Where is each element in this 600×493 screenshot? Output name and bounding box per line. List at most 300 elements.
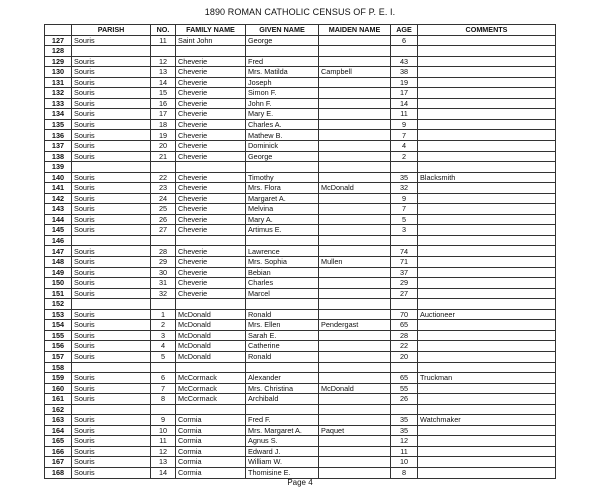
- comments-cell: [418, 35, 556, 46]
- no-cell: 10: [151, 425, 176, 436]
- no-cell: 22: [151, 172, 176, 183]
- family-name-cell: Cheverie: [176, 204, 246, 215]
- maiden-name-cell: [319, 162, 391, 173]
- parish-cell: Souris: [72, 330, 151, 341]
- table-row: [45, 341, 556, 352]
- table-row: [45, 162, 556, 173]
- parish-cell: Souris: [72, 56, 151, 67]
- family-name-cell: Cheverie: [176, 193, 246, 204]
- family-name-cell: Cheverie: [176, 67, 246, 78]
- parish-cell: Souris: [72, 119, 151, 130]
- maiden-name-cell: [319, 404, 391, 415]
- age-cell: 9: [391, 119, 418, 130]
- parish-cell: Souris: [72, 457, 151, 468]
- age-cell: 6: [391, 35, 418, 46]
- table-row: [45, 309, 556, 320]
- maiden-name-cell: Mullen: [319, 257, 391, 268]
- given-name-cell: [246, 362, 319, 373]
- no-cell: 12: [151, 446, 176, 457]
- family-name-cell: Cheverie: [176, 141, 246, 152]
- table-row: [45, 88, 556, 99]
- no-cell: 1: [151, 309, 176, 320]
- maiden-name-cell: [319, 278, 391, 289]
- table-row: [45, 446, 556, 457]
- maiden-name-cell: [319, 204, 391, 215]
- given-name-cell: Edward J.: [246, 446, 319, 457]
- column-header-comments: COMMENTS: [418, 25, 556, 36]
- comments-cell: [418, 351, 556, 362]
- age-cell: 37: [391, 267, 418, 278]
- parish-cell: Souris: [72, 341, 151, 352]
- given-name-cell: Mrs. Flora: [246, 183, 319, 194]
- no-cell: [151, 362, 176, 373]
- given-name-cell: Bebian: [246, 267, 319, 278]
- parish-cell: [72, 162, 151, 173]
- maiden-name-cell: [319, 235, 391, 246]
- row-number-cell: 153: [45, 309, 72, 320]
- given-name-cell: Archibald: [246, 394, 319, 405]
- parish-cell: Souris: [72, 467, 151, 478]
- age-cell: [391, 46, 418, 57]
- row-number-cell: 130: [45, 67, 72, 78]
- table-row: [45, 320, 556, 331]
- no-cell: 13: [151, 67, 176, 78]
- row-number-cell: 161: [45, 394, 72, 405]
- family-name-cell: Cheverie: [176, 151, 246, 162]
- given-name-cell: Melvina: [246, 204, 319, 215]
- column-header-no: NO.: [151, 25, 176, 36]
- age-cell: [391, 235, 418, 246]
- no-cell: [151, 235, 176, 246]
- age-cell: 10: [391, 457, 418, 468]
- row-number-cell: 162: [45, 404, 72, 415]
- maiden-name-cell: [319, 246, 391, 257]
- age-cell: 20: [391, 351, 418, 362]
- given-name-cell: Mary E.: [246, 109, 319, 120]
- comments-cell: Auctioneer: [418, 309, 556, 320]
- row-number-cell: 167: [45, 457, 72, 468]
- comments-cell: [418, 330, 556, 341]
- table-row: [45, 98, 556, 109]
- census-table: [44, 24, 556, 479]
- parish-cell: Souris: [72, 183, 151, 194]
- maiden-name-cell: [319, 457, 391, 468]
- table-row: [45, 183, 556, 194]
- table-row: [45, 425, 556, 436]
- family-name-cell: McDonald: [176, 320, 246, 331]
- comments-cell: [418, 394, 556, 405]
- row-number-cell: 133: [45, 98, 72, 109]
- maiden-name-cell: [319, 341, 391, 352]
- given-name-cell: Simon F.: [246, 88, 319, 99]
- family-name-cell: Cheverie: [176, 225, 246, 236]
- row-number-cell: 146: [45, 235, 72, 246]
- maiden-name-cell: [319, 46, 391, 57]
- given-name-cell: Margaret A.: [246, 193, 319, 204]
- age-cell: 29: [391, 278, 418, 289]
- given-name-cell: Joseph: [246, 77, 319, 88]
- age-cell: [391, 362, 418, 373]
- family-name-cell: [176, 404, 246, 415]
- parish-cell: [72, 46, 151, 57]
- no-cell: 12: [151, 56, 176, 67]
- no-cell: 7: [151, 383, 176, 394]
- row-number-cell: 128: [45, 46, 72, 57]
- row-number-cell: 165: [45, 436, 72, 447]
- row-number-cell: 132: [45, 88, 72, 99]
- table-row: [45, 130, 556, 141]
- maiden-name-cell: McDonald: [319, 183, 391, 194]
- given-name-cell: Fred F.: [246, 415, 319, 426]
- family-name-cell: McDonald: [176, 341, 246, 352]
- no-cell: 24: [151, 193, 176, 204]
- maiden-name-cell: [319, 394, 391, 405]
- parish-cell: Souris: [72, 246, 151, 257]
- comments-cell: [418, 109, 556, 120]
- row-number-cell: 136: [45, 130, 72, 141]
- row-number-cell: 158: [45, 362, 72, 373]
- comments-cell: [418, 162, 556, 173]
- row-number-cell: 138: [45, 151, 72, 162]
- row-number-cell: 152: [45, 299, 72, 310]
- family-name-cell: Cheverie: [176, 172, 246, 183]
- age-cell: 71: [391, 257, 418, 268]
- row-number-cell: 140: [45, 172, 72, 183]
- row-number-cell: 159: [45, 373, 72, 384]
- comments-cell: [418, 362, 556, 373]
- table-row: [45, 330, 556, 341]
- table-row: [45, 404, 556, 415]
- age-cell: 3: [391, 225, 418, 236]
- age-cell: 35: [391, 415, 418, 426]
- given-name-cell: Timothy: [246, 172, 319, 183]
- comments-cell: [418, 214, 556, 225]
- no-cell: 6: [151, 373, 176, 384]
- given-name-cell: Dominick: [246, 141, 319, 152]
- given-name-cell: [246, 235, 319, 246]
- parish-cell: Souris: [72, 67, 151, 78]
- comments-cell: Watchmaker: [418, 415, 556, 426]
- row-number-cell: 150: [45, 278, 72, 289]
- comments-cell: [418, 467, 556, 478]
- family-name-cell: McDonald: [176, 351, 246, 362]
- age-cell: [391, 404, 418, 415]
- age-cell: 7: [391, 130, 418, 141]
- family-name-cell: [176, 162, 246, 173]
- row-number-cell: 144: [45, 214, 72, 225]
- family-name-cell: [176, 46, 246, 57]
- no-cell: 5: [151, 351, 176, 362]
- no-cell: [151, 46, 176, 57]
- table-row: [45, 67, 556, 78]
- family-name-cell: Cheverie: [176, 246, 246, 257]
- table-row: [45, 394, 556, 405]
- age-cell: 19: [391, 77, 418, 88]
- table-row: [45, 383, 556, 394]
- maiden-name-cell: [319, 35, 391, 46]
- table-row: [45, 351, 556, 362]
- family-name-cell: McCormack: [176, 394, 246, 405]
- parish-cell: Souris: [72, 151, 151, 162]
- age-cell: 11: [391, 446, 418, 457]
- column-header-row-number: [45, 25, 72, 36]
- comments-cell: [418, 235, 556, 246]
- column-header-given-name: GIVEN NAME: [246, 25, 319, 36]
- family-name-cell: Cheverie: [176, 257, 246, 268]
- row-number-cell: 151: [45, 288, 72, 299]
- comments-cell: [418, 288, 556, 299]
- row-number-cell: 164: [45, 425, 72, 436]
- age-cell: 27: [391, 288, 418, 299]
- age-cell: 70: [391, 309, 418, 320]
- no-cell: 11: [151, 35, 176, 46]
- parish-cell: Souris: [72, 257, 151, 268]
- parish-cell: Souris: [72, 394, 151, 405]
- given-name-cell: Lawrence: [246, 246, 319, 257]
- row-number-cell: 139: [45, 162, 72, 173]
- age-cell: 35: [391, 425, 418, 436]
- maiden-name-cell: [319, 415, 391, 426]
- age-cell: 5: [391, 214, 418, 225]
- table-row: [45, 257, 556, 268]
- maiden-name-cell: [319, 214, 391, 225]
- family-name-cell: Cheverie: [176, 119, 246, 130]
- age-cell: 11: [391, 109, 418, 120]
- age-cell: 55: [391, 383, 418, 394]
- no-cell: 3: [151, 330, 176, 341]
- given-name-cell: Artimus E.: [246, 225, 319, 236]
- maiden-name-cell: [319, 98, 391, 109]
- column-header-age: AGE: [391, 25, 418, 36]
- comments-cell: [418, 204, 556, 215]
- given-name-cell: Marcel: [246, 288, 319, 299]
- column-header-maiden-name: MAIDEN NAME: [319, 25, 391, 36]
- comments-cell: [418, 56, 556, 67]
- family-name-cell: Cheverie: [176, 130, 246, 141]
- comments-cell: [418, 151, 556, 162]
- given-name-cell: Alexander: [246, 373, 319, 384]
- maiden-name-cell: [319, 130, 391, 141]
- no-cell: 32: [151, 288, 176, 299]
- table-row: [45, 119, 556, 130]
- maiden-name-cell: [319, 225, 391, 236]
- maiden-name-cell: Paquet: [319, 425, 391, 436]
- row-number-cell: 160: [45, 383, 72, 394]
- comments-cell: [418, 457, 556, 468]
- parish-cell: Souris: [72, 351, 151, 362]
- given-name-cell: Ronald: [246, 351, 319, 362]
- maiden-name-cell: [319, 362, 391, 373]
- row-number-cell: 168: [45, 467, 72, 478]
- table-row: [45, 299, 556, 310]
- comments-cell: [418, 320, 556, 331]
- table-row: [45, 172, 556, 183]
- comments-cell: [418, 119, 556, 130]
- age-cell: 43: [391, 56, 418, 67]
- no-cell: 28: [151, 246, 176, 257]
- age-cell: 2: [391, 151, 418, 162]
- comments-cell: [418, 77, 556, 88]
- table-row: [45, 415, 556, 426]
- parish-cell: Souris: [72, 309, 151, 320]
- family-name-cell: Cormia: [176, 415, 246, 426]
- given-name-cell: [246, 299, 319, 310]
- column-header-family-name: FAMILY NAME: [176, 25, 246, 36]
- maiden-name-cell: [319, 193, 391, 204]
- maiden-name-cell: [319, 330, 391, 341]
- age-cell: 38: [391, 67, 418, 78]
- no-cell: 2: [151, 320, 176, 331]
- page-title: 1890 ROMAN CATHOLIC CENSUS OF P. E. I.: [204, 7, 396, 17]
- no-cell: 19: [151, 130, 176, 141]
- row-number-cell: 163: [45, 415, 72, 426]
- maiden-name-cell: [319, 436, 391, 447]
- no-cell: 25: [151, 204, 176, 215]
- comments-cell: [418, 67, 556, 78]
- given-name-cell: George: [246, 35, 319, 46]
- maiden-name-cell: [319, 141, 391, 152]
- column-header-parish: PARISH: [72, 25, 151, 36]
- row-number-cell: 166: [45, 446, 72, 457]
- age-cell: 74: [391, 246, 418, 257]
- age-cell: 22: [391, 341, 418, 352]
- table-row: [45, 246, 556, 257]
- family-name-cell: McDonald: [176, 330, 246, 341]
- row-number-cell: 147: [45, 246, 72, 257]
- given-name-cell: Fred: [246, 56, 319, 67]
- comments-cell: [418, 341, 556, 352]
- maiden-name-cell: [319, 288, 391, 299]
- age-cell: 12: [391, 436, 418, 447]
- no-cell: 18: [151, 119, 176, 130]
- no-cell: 30: [151, 267, 176, 278]
- family-name-cell: [176, 299, 246, 310]
- no-cell: 23: [151, 183, 176, 194]
- row-number-cell: 143: [45, 204, 72, 215]
- age-cell: 8: [391, 467, 418, 478]
- parish-cell: Souris: [72, 193, 151, 204]
- table-row: [45, 46, 556, 57]
- row-number-cell: 134: [45, 109, 72, 120]
- given-name-cell: [246, 46, 319, 57]
- row-number-cell: 129: [45, 56, 72, 67]
- comments-cell: [418, 267, 556, 278]
- parish-cell: Souris: [72, 77, 151, 88]
- maiden-name-cell: [319, 267, 391, 278]
- given-name-cell: George: [246, 151, 319, 162]
- table-row: [45, 204, 556, 215]
- parish-cell: Souris: [72, 288, 151, 299]
- parish-cell: Souris: [72, 446, 151, 457]
- family-name-cell: Cormia: [176, 446, 246, 457]
- comments-cell: [418, 299, 556, 310]
- comments-cell: [418, 425, 556, 436]
- row-number-cell: 148: [45, 257, 72, 268]
- family-name-cell: Cheverie: [176, 267, 246, 278]
- parish-cell: Souris: [72, 204, 151, 215]
- row-number-cell: 142: [45, 193, 72, 204]
- age-cell: 35: [391, 172, 418, 183]
- given-name-cell: Thomisine E.: [246, 467, 319, 478]
- comments-cell: [418, 278, 556, 289]
- no-cell: 26: [151, 214, 176, 225]
- given-name-cell: Sarah E.: [246, 330, 319, 341]
- parish-cell: Souris: [72, 436, 151, 447]
- table-row: [45, 77, 556, 88]
- family-name-cell: Cormia: [176, 425, 246, 436]
- maiden-name-cell: [319, 309, 391, 320]
- comments-cell: [418, 446, 556, 457]
- row-number-cell: 154: [45, 320, 72, 331]
- row-number-cell: 157: [45, 351, 72, 362]
- maiden-name-cell: [319, 151, 391, 162]
- table-row: [45, 457, 556, 468]
- parish-cell: Souris: [72, 320, 151, 331]
- table-row: [45, 151, 556, 162]
- given-name-cell: Catherine: [246, 341, 319, 352]
- comments-cell: [418, 130, 556, 141]
- row-number-cell: 137: [45, 141, 72, 152]
- family-name-cell: McDonald: [176, 309, 246, 320]
- table-row: [45, 225, 556, 236]
- parish-cell: Souris: [72, 373, 151, 384]
- table-row: [45, 267, 556, 278]
- comments-cell: [418, 225, 556, 236]
- family-name-cell: Cheverie: [176, 214, 246, 225]
- parish-cell: Souris: [72, 383, 151, 394]
- table-row: [45, 35, 556, 46]
- given-name-cell: [246, 404, 319, 415]
- table-row: [45, 362, 556, 373]
- given-name-cell: William W.: [246, 457, 319, 468]
- parish-cell: Souris: [72, 415, 151, 426]
- maiden-name-cell: Campbell: [319, 67, 391, 78]
- no-cell: 14: [151, 77, 176, 88]
- header-row: [45, 25, 556, 36]
- no-cell: 11: [151, 436, 176, 447]
- no-cell: 15: [151, 88, 176, 99]
- maiden-name-cell: [319, 119, 391, 130]
- table-row: [45, 278, 556, 289]
- row-number-cell: 149: [45, 267, 72, 278]
- age-cell: 28: [391, 330, 418, 341]
- given-name-cell: Charles A.: [246, 119, 319, 130]
- table-row: [45, 214, 556, 225]
- family-name-cell: Cheverie: [176, 183, 246, 194]
- given-name-cell: Mrs. Sophia: [246, 257, 319, 268]
- no-cell: 9: [151, 415, 176, 426]
- maiden-name-cell: [319, 56, 391, 67]
- table-row: [45, 467, 556, 478]
- maiden-name-cell: [319, 109, 391, 120]
- no-cell: 31: [151, 278, 176, 289]
- table-row: [45, 109, 556, 120]
- comments-cell: [418, 246, 556, 257]
- maiden-name-cell: [319, 351, 391, 362]
- age-cell: 65: [391, 373, 418, 384]
- no-cell: 16: [151, 98, 176, 109]
- comments-cell: Blacksmith: [418, 172, 556, 183]
- family-name-cell: Cheverie: [176, 109, 246, 120]
- parish-cell: Souris: [72, 278, 151, 289]
- family-name-cell: Cheverie: [176, 98, 246, 109]
- given-name-cell: Ronald: [246, 309, 319, 320]
- age-cell: 4: [391, 141, 418, 152]
- age-cell: [391, 162, 418, 173]
- comments-cell: [418, 183, 556, 194]
- age-cell: 14: [391, 98, 418, 109]
- family-name-cell: Cormia: [176, 467, 246, 478]
